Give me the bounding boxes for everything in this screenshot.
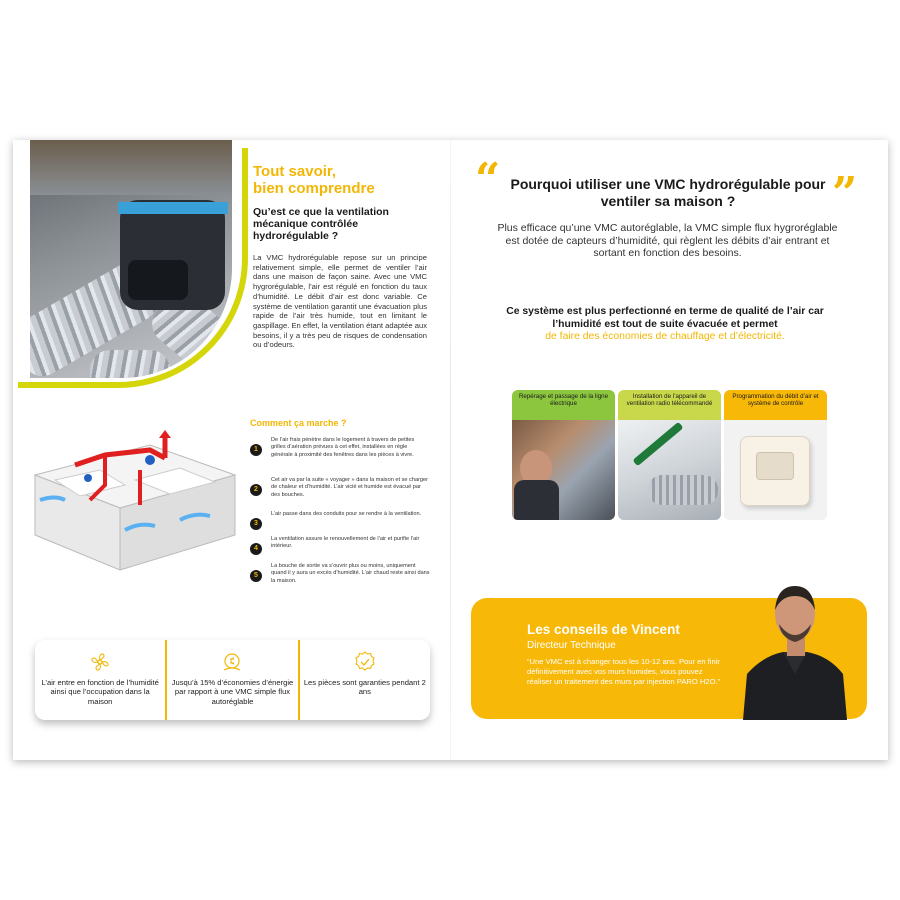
card-caption: Installation de l’appareil de ventilation radio télécommandé xyxy=(618,390,721,420)
step-2 xyxy=(250,477,430,499)
electrician-photo xyxy=(512,420,615,520)
intro-paragraph: La VMC hydrorégulable repose sur un principe relativement simple, elle permet de ventiler l’air dans une maison de façon saine. Avec une VMC hygrorégulable, l’air est régulé en fonction du taux d’humidité. Le débit d’air est donc variable. Ce système de ventilation garantit une évacuation plus rapide de l’air très humide, tout en limitant le gaspillage. En effet, la ventilation étant adaptée aux besoins, il y a très peu de risques de condensation ou d’odeurs. xyxy=(253,253,427,350)
left-title: Tout savoir, bien comprendre xyxy=(253,163,375,197)
house-airflow-diagram xyxy=(30,430,240,580)
advisor-name: Les conseils de Vincent xyxy=(527,622,680,637)
step-text: La bouche de sortie va s’ouvrir plus ou moins, uniquement quand il y aura un excès d’humidité. L’air chaud reste ainsi dans la maison. xyxy=(271,563,430,584)
step-5 xyxy=(250,563,430,585)
step-number: 1 xyxy=(250,444,262,456)
step-number: 4 xyxy=(250,543,262,555)
right-intro: Plus efficace qu’une VMC autoréglable, la VMC simple flux hygroréglable est dotée de capteurs d’humidité, qui règlent les débits d’air entrant et sortant en fonction des besoins. xyxy=(497,222,838,259)
step-1 xyxy=(250,437,430,459)
step-number: 3 xyxy=(250,518,262,530)
step-4 xyxy=(250,536,430,555)
question-heading: Qu’est ce que la ventilation mécanique contrôlée hydrorégulable ? xyxy=(253,206,389,242)
fan-icon xyxy=(88,650,112,674)
step-text: De l’air frais pénètre dans le logement à travers de petites grilles d’aération prévues à cet effet, installées en règle générale à proximité des fenêtres dans les pièces à vivre. xyxy=(271,437,415,458)
savings-icon xyxy=(220,650,244,674)
card-caption: Repérage et passage de la ligne électrique xyxy=(512,390,615,420)
step-number: 2 xyxy=(250,484,262,496)
step-text: La ventilation assure le renouvellement de l’air et purifie l’air intérieur. xyxy=(271,536,420,550)
highlight-yellow: de faire des économies de chauffage et d’électricité. xyxy=(545,331,785,342)
warranty-badge-icon xyxy=(353,650,377,674)
step-card-installation xyxy=(618,390,721,520)
step-card-programming xyxy=(724,390,827,520)
step-number: 5 xyxy=(250,570,262,582)
stat-warranty xyxy=(298,640,430,720)
close-quote-mark: ” xyxy=(832,168,858,219)
stat-label: Jusqu’à 15% d’économies d’énergie par rapport à une VMC simple flux autoréglable xyxy=(171,678,294,706)
stat-label: L’air entre en fonction de l’humidité ainsi que l’occupation dans la maison xyxy=(41,678,159,706)
vmc-unit-photo xyxy=(30,140,232,378)
installation-photo xyxy=(618,420,721,520)
step-card-wiring xyxy=(512,390,615,520)
advisor-quote: “Une VMC est à changer tous les 10-12 ans. Pour en finir définitivement avec vos murs humides, vous pouvez réaliser un traitement des murs par injection PARO H2O.” xyxy=(527,657,721,686)
card-caption: Programmation du débit d’air et système de contrôle xyxy=(724,390,827,420)
stat-humidity xyxy=(35,640,165,720)
advisor-portrait xyxy=(743,574,847,720)
step-text: L’air passe dans des conduits pour se rendre à la ventilation. xyxy=(271,511,422,517)
step-text: Cet air va par la suite « voyager » dans la maison et se charger de chaleur et d’humidité. L’air vicié et humide est évacué par des bouches. xyxy=(271,477,429,498)
page-fold xyxy=(450,140,451,760)
air-vent-photo xyxy=(724,420,827,520)
highlight-bold: Ce système est plus perfectionné en terme de qualité de l’air car l’humidité est tout de suite évacuée et permet xyxy=(506,306,824,330)
right-title: Pourquoi utiliser une VMC hydrorégulable pour ventiler sa maison ? xyxy=(510,176,826,209)
how-it-works-heading: Comment ça marche ? xyxy=(250,418,347,428)
open-quote-mark: “ xyxy=(475,154,501,205)
advisor-role: Directeur Technique xyxy=(527,640,616,651)
stat-label: Les pièces sont garanties pendant 2 ans xyxy=(303,678,426,697)
stat-savings xyxy=(165,640,297,720)
step-3 xyxy=(250,511,430,530)
key-figures-panel xyxy=(35,640,430,720)
